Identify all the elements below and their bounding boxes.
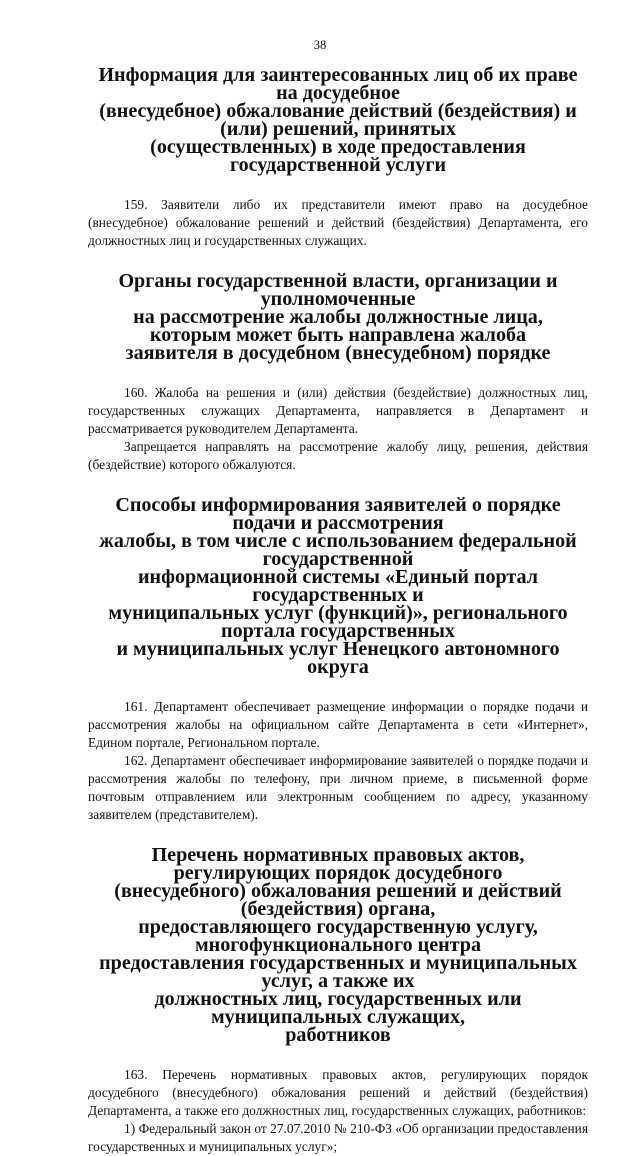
heading-line: муниципальных услуг (функций)», регионального портала государственных — [108, 602, 568, 642]
page-number: 38 — [313, 38, 327, 52]
heading-line: предоставления государственных и муниципальных услуг, а также их — [99, 952, 577, 992]
heading-informing-methods — [88, 496, 588, 676]
heading-line: на рассмотрение жалобы должностные лица, — [133, 306, 543, 328]
heading-line: которым может быть направлена жалоба — [149, 324, 527, 346]
heading-line: и муниципальных услуг Ненецкого автономного округа — [116, 638, 560, 678]
paragraph-163: 163. Перечень нормативных правовых актов, регулирующих порядок досудебного (внесудебного) обжалования решений и действий (бездействия) Департамента, а также его должностных лиц, государственных служащих, работников: — [88, 1067, 588, 1118]
heading-line: работников — [285, 1024, 391, 1046]
heading-line: Органы государственной власти, организации и уполномоченные — [118, 270, 558, 310]
paragraph-160: 160. Жалоба на решения и (или) действия (бездействие) должностных лиц, государственных служащих Департамента, направляется в Департамент и рассматривается руководителем Департамента. — [88, 385, 588, 436]
heading-line: (внесудебное) обжалование действий (бездействия) и (или) решений, принятых — [99, 100, 577, 140]
heading-line: должностных лиц, государственных или муниципальных служащих, — [154, 988, 522, 1028]
heading-line: предоставляющего государственную услугу, многофункционального центра — [138, 916, 538, 956]
heading-appeal-right — [88, 66, 588, 174]
heading-line: (осуществленных) в ходе предоставления государственной услуги — [150, 136, 526, 176]
paragraph-162: 162. Департамент обеспечивает информирование заявителей о порядке подачи и рассмотрения жалобы по телефону, при личном приеме, в письменной форме почтовым отправлением или электронным сообщением по адресу, указанному заявителем (представителем). — [88, 753, 588, 822]
heading-legal-acts — [88, 846, 588, 1044]
heading-line: (внесудебного) обжалования решений и действий (бездействия) органа, — [114, 880, 562, 920]
document-body — [88, 66, 588, 1156]
paragraph-163-item-1: 1) Федеральный закон от 27.07.2010 № 210-ФЗ «Об организации предоставления государственных и муниципальных услуг»; — [88, 1121, 588, 1154]
heading-line: заявителя в досудебном (внесудебном) порядке — [125, 342, 551, 364]
heading-line: жалобы, в том числе с использованием федеральной государственной — [99, 530, 577, 570]
heading-line: Способы информирования заявителей о порядке подачи и рассмотрения — [115, 494, 561, 534]
paragraph-160-prohibition: Запрещается направлять на рассмотрение жалобу лицу, решения, действия (бездействие) которого обжалуются. — [88, 439, 588, 472]
paragraph-161: 161. Департамент обеспечивает размещение информации о порядке подачи и рассмотрения жалобы на официальном сайте Департамента в сети «Интернет», Едином портале, Региональном портале. — [88, 699, 588, 750]
heading-line: Перечень нормативных правовых актов, регулирующих порядок досудебного — [151, 844, 525, 884]
paragraph-159: 159. Заявители либо их представители имеют право на досудебное (внесудебное) обжалование решений и действий (бездействия) Департамента, его должностных лиц и государственных служащих. — [88, 197, 588, 248]
heading-line: Информация для заинтересованных лиц об их праве на досудебное — [98, 64, 578, 104]
heading-authorities — [88, 272, 588, 362]
heading-line: информационной системы «Единый портал государственных и — [137, 566, 539, 606]
